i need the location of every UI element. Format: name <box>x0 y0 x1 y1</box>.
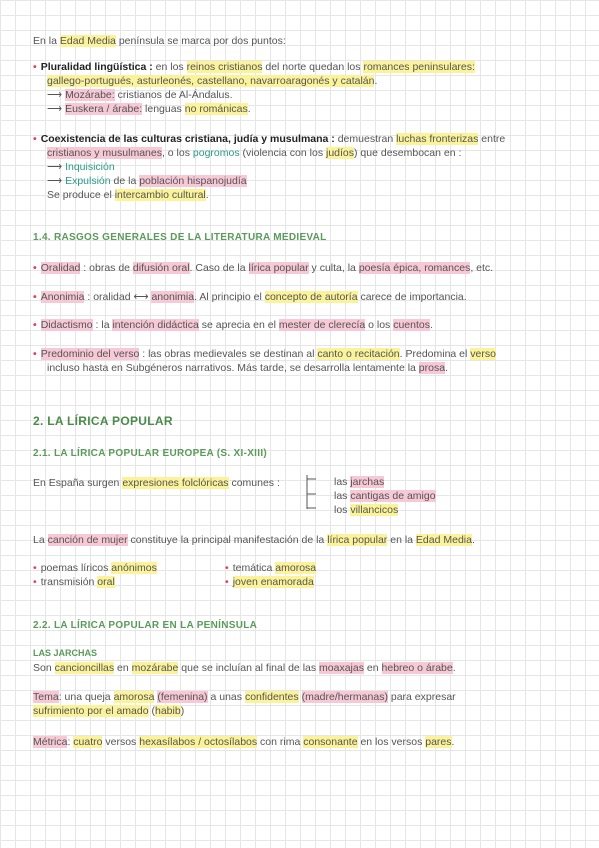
coexistencia-text: ) que desembocan en : <box>354 147 462 159</box>
amorosa-tema-highlight: amorosa <box>113 691 155 703</box>
pluralidad-text: del norte quedan los <box>262 61 364 73</box>
espana-line <box>33 476 573 490</box>
verso-line1 <box>33 347 573 361</box>
rasgo-text: : las obras medievales se destinan al <box>139 348 318 360</box>
coexistencia-title: Coexistencia de las culturas cristiana, judía y musulmana : <box>40 133 335 145</box>
intro-highlight: Edad Media <box>59 35 116 47</box>
pluralidad-text: en los <box>152 61 187 73</box>
verso-label: Predominio del verso <box>40 348 140 360</box>
expresiones-highlight: expresiones folclóricas <box>122 477 229 489</box>
rasgo-didactismo <box>33 318 573 332</box>
bullet-dot: • <box>33 576 37 588</box>
coexistencia-line2 <box>33 146 573 160</box>
metrica-text: en los versos <box>357 736 426 748</box>
intencion-highlight: intención didáctica <box>112 319 199 331</box>
bullet-dot: • <box>33 61 37 73</box>
verso-highlight: verso <box>470 348 496 360</box>
arrow-icon: ⟶ <box>47 103 63 115</box>
cancion-text: constituye la principal manifestación de la <box>127 534 328 546</box>
bullets-left <box>33 561 223 589</box>
cancion-highlight: canción de mujer <box>47 534 128 546</box>
espana-text: En España surgen <box>33 477 123 489</box>
pluralidad-line2 <box>33 74 573 88</box>
bullet-dot: • <box>225 562 229 574</box>
reinos-highlight: reinos cristianos <box>186 61 263 73</box>
section-2-heading: 2. LA LÍRICA POPULAR <box>33 414 173 428</box>
intercambio-highlight: intercambio cultural <box>114 189 206 201</box>
list-item <box>334 489 436 503</box>
list-item <box>33 575 223 589</box>
anonimos-highlight: anónimos <box>111 562 157 574</box>
intercambio-text: . <box>205 189 209 201</box>
point-coexistencia <box>33 132 573 202</box>
jarchas-text: . <box>452 662 456 674</box>
rasgo-text: : oralidad ⟷ <box>84 291 152 303</box>
jarchas-text: que se incluían al final de las <box>178 662 320 674</box>
hebreo-highlight: hebreo o árabe <box>381 662 453 674</box>
tema-text: a unas <box>207 691 245 703</box>
madre-highlight: (madre/hermanas) <box>301 691 388 703</box>
rasgo-text: o los <box>365 319 394 331</box>
list-item-pre: los <box>334 504 351 516</box>
bullet-dot: • <box>33 262 37 274</box>
coexistencia-text: (violencia con los <box>239 147 326 159</box>
inquisicion-text: Inquisición <box>65 161 115 173</box>
edad-media-highlight: Edad Media <box>415 534 472 546</box>
list-item <box>225 561 425 575</box>
poesia-highlight: poesía épica, romances <box>358 262 471 274</box>
luchas-highlight: luchas fronterizas <box>396 133 479 145</box>
tema-block <box>33 690 573 718</box>
pares-highlight: pares <box>425 736 452 748</box>
tema-label: Tema <box>33 691 59 703</box>
didactismo-label: Didactismo <box>40 319 93 331</box>
pogromos-text: pogromos <box>192 147 240 159</box>
prosa-highlight: prosa <box>418 362 446 374</box>
amorosa-highlight: amorosa <box>275 562 317 574</box>
list-item-pre: las <box>334 490 351 502</box>
arrow-icon: ⟶ <box>47 161 63 173</box>
euskera-text: . <box>247 103 251 115</box>
rasgo-verso <box>33 347 573 375</box>
rasgo-text: y culta, la <box>308 262 359 274</box>
expulsion-label: Expulsión <box>65 175 111 187</box>
arrow-icon: ⟶ <box>47 89 63 101</box>
hexasilabos-highlight: hexasílabos / octosílabos <box>139 736 258 748</box>
bullet-dot: • <box>33 348 37 360</box>
list-item-pre: las <box>334 476 351 488</box>
femenina-highlight: (femenina) <box>157 691 208 703</box>
villancicos-highlight: villancicos <box>350 504 399 516</box>
pluralidad-line1 <box>33 60 573 74</box>
bullet-text: temática <box>232 562 276 574</box>
rasgo-text: : obras de <box>80 262 133 274</box>
cancioncillas-highlight: cancioncillas <box>54 662 115 674</box>
tema-text: ( <box>148 705 155 717</box>
rasgo-text: . Predomina el <box>399 348 471 360</box>
difusion-highlight: difusión oral <box>132 262 190 274</box>
canto-highlight: canto o recitación <box>317 348 400 360</box>
lirica-highlight: lírica popular <box>248 262 309 274</box>
rasgo-text: . <box>445 362 448 374</box>
espana-list <box>334 475 436 517</box>
point-pluralidad <box>33 60 573 116</box>
mester-highlight: mester de clerecía <box>278 319 366 331</box>
moaxajas-highlight: moaxajas <box>319 662 364 674</box>
metrica-label: Métrica <box>33 736 68 748</box>
no-romanicas-highlight: no románicas <box>184 103 248 115</box>
intercambio-text: Se produce el <box>47 189 115 201</box>
jarchas-text: Son <box>33 662 55 674</box>
espana-text: comunes : <box>228 477 280 489</box>
autoria-highlight: concepto de autoría <box>264 291 358 303</box>
coexistencia-line1 <box>33 132 573 146</box>
coexistencia-text: , o los <box>161 147 193 159</box>
rasgo-text: : la <box>92 319 113 331</box>
section-2-2-heading: 2.2. LA LÍRICA POPULAR EN LA PENÍNSULA <box>33 620 258 631</box>
bracket-icon <box>306 475 318 515</box>
cantigas-highlight: cantigas de amigo <box>350 490 436 502</box>
sufrimiento-highlight: sufrimiento por el amado <box>33 705 149 717</box>
lenguas-highlight: gallego-portugués, asturleonés, castellano, navarroaragonés y catalán <box>47 75 375 87</box>
cancion-line <box>33 533 573 547</box>
bullet-dot: • <box>33 319 37 331</box>
pluralidad-title: Pluralidad lingüística : <box>40 61 153 73</box>
expulsion-text: de la <box>110 175 140 187</box>
section-2-1-suffix: (S. XI-XIII) <box>213 448 268 459</box>
bullet-dot: • <box>33 562 37 574</box>
bullet-text: transmisión <box>40 576 98 588</box>
section-2-1-heading <box>33 447 573 461</box>
tema-line1 <box>33 690 573 704</box>
intercambio-line <box>33 188 573 202</box>
lirica-popular-highlight: lírica popular <box>327 534 388 546</box>
bullet-dot: • <box>225 576 229 588</box>
arrow-icon: ⟶ <box>47 175 63 187</box>
rasgo-text: se aprecia en el <box>198 319 279 331</box>
cuentos-highlight: cuentos <box>393 319 430 331</box>
euskera-label: Euskera / árabe: <box>65 103 143 115</box>
metrica-text: . <box>451 736 455 748</box>
jarchas-highlight: jarchas <box>350 476 385 488</box>
consonante-highlight: consonante <box>303 736 358 748</box>
rasgo-anonimia <box>33 290 573 304</box>
list-item <box>334 503 436 517</box>
tema-line2 <box>33 704 573 718</box>
euskera-text: lenguas <box>142 103 185 115</box>
bullets-right <box>225 561 425 589</box>
intro-pre: En la <box>33 35 60 47</box>
rasgo-text: , etc. <box>470 262 494 274</box>
cancion-text: en la <box>387 534 416 546</box>
cristianos-highlight: cristianos y musulmanes <box>47 147 162 159</box>
mozarabe-text: cristianos de Al-Ándalus. <box>114 89 233 101</box>
anonimia-label: Anonimia <box>40 291 85 303</box>
metrica-text: : <box>67 736 74 748</box>
tema-text: : una queja <box>58 691 114 703</box>
cuatro-highlight: cuatro <box>73 736 103 748</box>
confidentes-highlight: confidentes <box>244 691 299 703</box>
rasgo-oralidad <box>33 261 573 275</box>
jarchas-line <box>33 661 573 675</box>
mozarabe-highlight: mozárabe <box>131 662 179 674</box>
bullet-dot: • <box>33 133 37 145</box>
metrica-text: versos <box>102 736 140 748</box>
romances-highlight: romances peninsulares: <box>363 61 475 73</box>
mozarabe-label: Mozárabe: <box>65 89 115 101</box>
oral-highlight: oral <box>97 576 115 588</box>
jarchas-text: en <box>364 662 382 674</box>
poblacion-highlight: población hispanojudía <box>139 175 247 187</box>
joven-highlight: joven enamorada <box>232 576 314 588</box>
expulsion-line <box>33 174 573 188</box>
list-item <box>33 561 223 575</box>
bullet-text: poemas líricos <box>40 562 112 574</box>
section-2-1-title: 2.1. LA LÍRICA POPULAR EUROPEA <box>33 448 214 459</box>
oralidad-label: Oralidad <box>40 262 81 274</box>
euskera-line <box>33 102 573 116</box>
inquisicion-line <box>33 160 573 174</box>
coexistencia-text: demuestran <box>334 133 397 145</box>
pluralidad-text: . <box>374 75 378 87</box>
list-item <box>334 475 436 489</box>
rasgo-text: . Al principio el <box>194 291 265 303</box>
intro-line <box>33 34 573 48</box>
intro-post: península se marca por dos puntos: <box>115 35 286 47</box>
tema-text: para expresar <box>387 691 456 703</box>
rasgo-text: . <box>430 319 433 331</box>
judios-highlight: judíos <box>325 147 355 159</box>
bullet-dot: • <box>33 291 37 303</box>
jarchas-heading: LAS JARCHAS <box>33 648 98 658</box>
list-item <box>225 575 425 589</box>
jarchas-text: en <box>114 662 132 674</box>
metrica-text: con rima <box>257 736 304 748</box>
rasgo-text: incluso hasta en Subgéneros narrativos. Más tarde, se desarrolla lentamente la <box>47 362 419 374</box>
anonimia-highlight: anonimia <box>151 291 195 303</box>
section-1-4-heading: 1.4. RASGOS GENERALES DE LA LITERATURA MEDIEVAL <box>33 232 327 243</box>
tema-text: ) <box>180 705 185 717</box>
verso-line2 <box>33 361 573 375</box>
metrica-line <box>33 735 573 749</box>
habib-highlight: habib <box>154 705 181 717</box>
mozarabe-line <box>33 88 573 102</box>
rasgo-text: . Caso de la <box>189 262 249 274</box>
rasgo-text: carece de importancia. <box>357 291 467 303</box>
cancion-text: La <box>33 534 48 546</box>
cancion-text: . <box>471 534 475 546</box>
coexistencia-text: entre <box>478 133 506 145</box>
